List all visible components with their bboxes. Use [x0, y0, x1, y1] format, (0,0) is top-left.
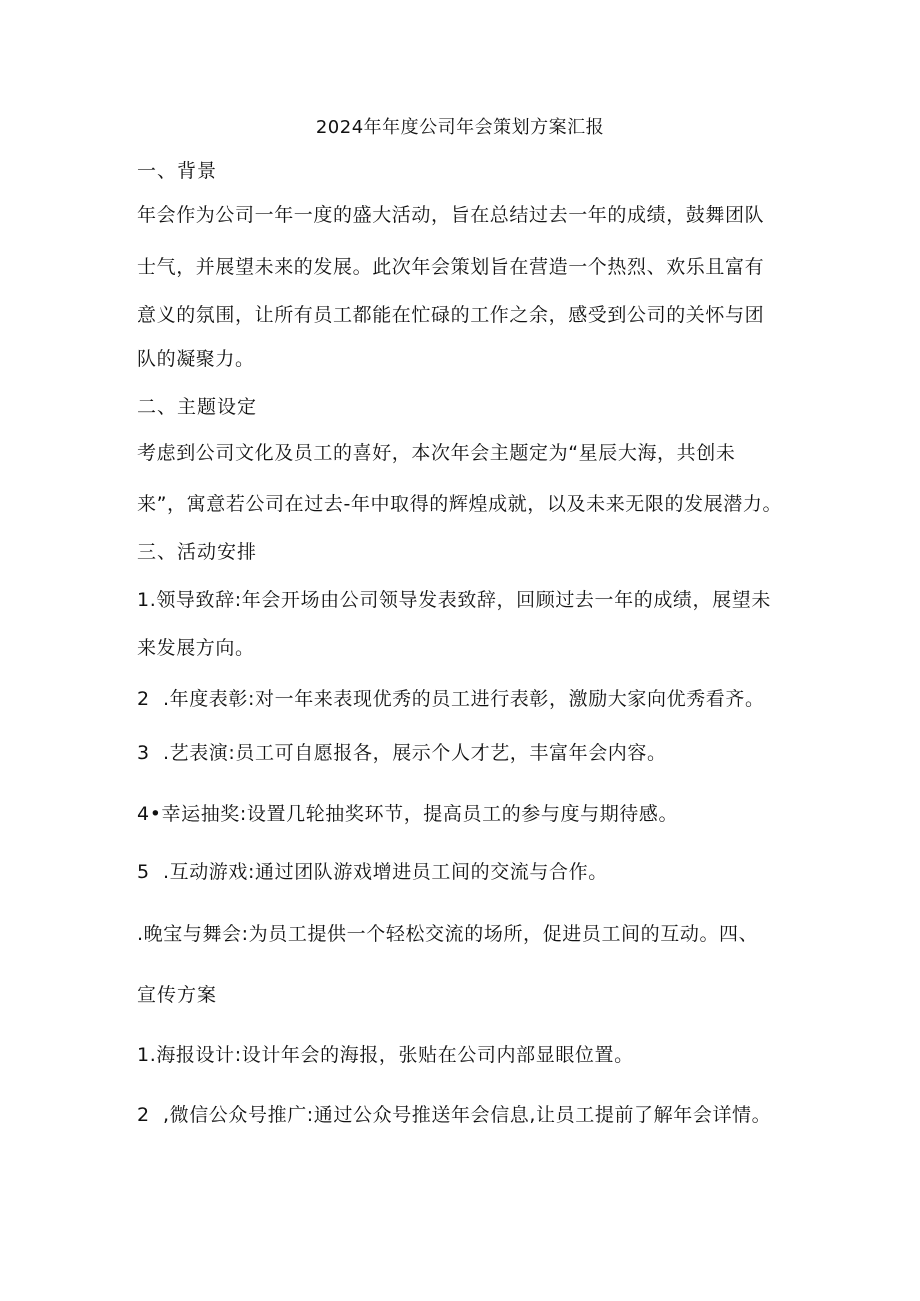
- list-item: .晚宝与舞会:为员工提供一个轻松交流的场所，促进员工间的互动。四、: [137, 923, 759, 945]
- list-item: 3 .艺表演:员工可自愿报各，展示个人才艺，丰富年会内容。: [137, 742, 667, 764]
- list-item: 4•幸运抽奖:设置几轮抽奖环节，提高员工的参与度与期待感。: [137, 803, 679, 825]
- paragraph-line: 意义的氛围，让所有员工都能在忙碌的工作之余，感受到公司的关怀与团: [137, 304, 765, 326]
- document-title: 2024年年度公司年会策划方案汇报: [315, 117, 605, 138]
- section-heading-activities: 三、活动安排: [137, 541, 258, 563]
- list-item: 1.领导致辞:年会开场由公司领导发表致辞，回顾过去一年的成绩，展望未: [137, 589, 771, 611]
- list-item: 1.海报设计:设计年会的海报，张贴在公司内部显眼位置。: [137, 1044, 634, 1066]
- section-heading-theme: 二、主题设定: [137, 396, 258, 418]
- paragraph-line: 考虑到公司文化及员工的喜好，本次年会主题定为“星辰大海，共创未: [137, 442, 736, 464]
- paragraph-line: 年会作为公司一年一度的盛大活动，旨在总结过去一年的成绩，鼓舞团队: [137, 204, 765, 226]
- list-item: 2 .年度表彰:对一年来表现优秀的员工进行表彰，激励大家向优秀看齐。: [137, 688, 765, 710]
- section-heading-background: 一、背景: [137, 160, 218, 182]
- paragraph-line: 队的凝聚力。: [137, 348, 255, 370]
- paragraph-line: 士气，并展望未来的发展。此次年会策划旨在营造一个热烈、欢乐且富有: [137, 256, 765, 278]
- list-item: 2 ,微信公众号推广:通过公众号推送年会信息,让员工提前了解年会详情。: [137, 1104, 772, 1126]
- list-item: 5 .互动游戏:通过团队游戏增进员工间的交流与合作。: [137, 861, 608, 883]
- list-item-continuation: 来发展方向。: [137, 637, 255, 659]
- paragraph-line: 来”，寓意若公司在过去-年中取得的辉煌成就，以及未来无限的发展潜力。: [137, 493, 783, 515]
- section-heading-promotion: 宣传方案: [137, 984, 218, 1006]
